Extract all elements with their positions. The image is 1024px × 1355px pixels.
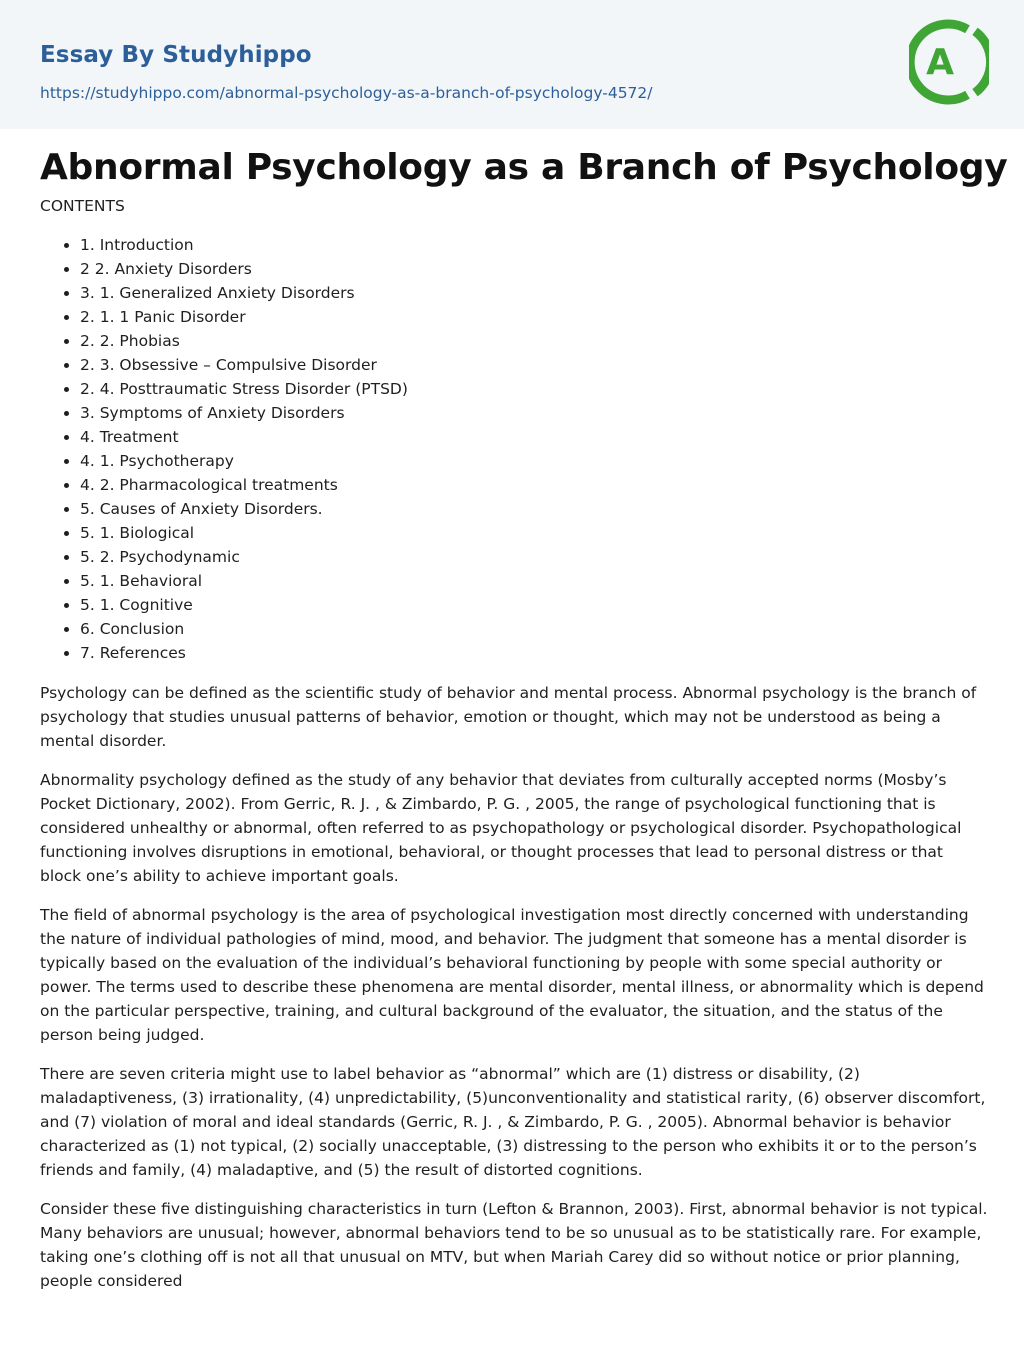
toc-item: • 4. Treatment bbox=[80, 425, 988, 449]
body-paragraph: There are seven criteria might use to label behavior as “abnormal” which are (1) distress or disability, (2) maladaptiveness, (3) irrationality, (4) unpredictability, (5)unconventionality and statistical rarity, (6) observer discomfort, and (7) violation of moral and ideal standards (Gerric, R. J. , & Zimbardo, P. G. , 2005). Abnormal behavior is behavior characterized as (1) not typical, (2) socially unacceptable, (3) distressing to the person who exhibits it or to the person’s friends and family, (4) maladaptive, and (5) the result of distorted cognitions. bbox=[40, 1065, 986, 1179]
logo-letter: A bbox=[926, 42, 954, 83]
table-of-contents bbox=[40, 233, 988, 665]
toc-item: • 2. 1. 1 Panic Disorder bbox=[80, 305, 988, 329]
toc-item: • 1. Introduction bbox=[80, 233, 988, 257]
site-header bbox=[0, 0, 1024, 129]
toc-item: • 5. Causes of Anxiety Disorders. bbox=[80, 497, 988, 521]
body-paragraph: The field of abnormal psychology is the area of psychological investigation most directly concerned with understanding the nature of individual pathologies of mind, mood, and behavior. The judgment that someone has a mental disorder is typically based on the evaluation of the individual’s behavioral functioning by people with some special authority or power. The terms used to describe these phenomena are mental disorder, mental illness, or abnormality which is depend on the particular perspective, training, and cultural background of the evaluator, the situation, and the status of the person being judged. bbox=[40, 906, 984, 1044]
toc-item: • 5. 1. Behavioral bbox=[80, 569, 988, 593]
brand-title: Essay By Studyhippo bbox=[40, 42, 312, 68]
toc-item: • 5. 2. Psychodynamic bbox=[80, 545, 988, 569]
toc-item: • 2. 4. Posttraumatic Stress Disorder (PTSD) bbox=[80, 377, 988, 401]
toc-item: • 4. 2. Pharmacological treatments bbox=[80, 473, 988, 497]
studyhippo-logo-icon bbox=[909, 17, 989, 107]
toc-item: • 7. References bbox=[80, 641, 988, 665]
toc-item: • 2 2. Anxiety Disorders bbox=[80, 257, 988, 281]
article bbox=[40, 145, 1008, 1293]
toc-item: • 5. 1. Cognitive bbox=[80, 593, 988, 617]
toc-item: • 3. Symptoms of Anxiety Disorders bbox=[80, 401, 988, 425]
toc-item: • 2. 2. Phobias bbox=[80, 329, 988, 353]
toc-item: • 2. 3. Obsessive – Compulsive Disorder bbox=[80, 353, 988, 377]
contents-label: CONTENTS bbox=[40, 197, 125, 215]
toc-item: • 4. 1. Psychotherapy bbox=[80, 449, 988, 473]
body-paragraph: Abnormality psychology defined as the study of any behavior that deviates from culturally accepted norms (Mosby’s Pocket Dictionary, 2002). From Gerric, R. J. , & Zimbardo, P. G. , 2005, the range of psychological functioning that is considered unhealthy or abnormal, often referred to as psychopathology or psychological disorder. Psychopathological functioning involves disruptions in emotional, behavioral, or thought processes that lead to personal distress or that block one’s ability to achieve important goals. bbox=[40, 771, 962, 885]
toc-item: • 5. 1. Biological bbox=[80, 521, 988, 545]
article-title: Abnormal Psychology as a Branch of Psychology bbox=[40, 147, 1008, 188]
source-url-link[interactable]: https://studyhippo.com/abnormal-psychology-as-a-branch-of-psychology-4572/ bbox=[40, 84, 653, 102]
toc-item: • 3. 1. Generalized Anxiety Disorders bbox=[80, 281, 988, 305]
body-paragraph: Consider these five distinguishing characteristics in turn (Lefton & Brannon, 2003). First, abnormal behavior is not typical. Many behaviors are unusual; however, abnormal behaviors tend to be so unusual as to be statistically rare. For example, taking one’s clothing off is not all that unusual on MTV, but when Mariah Carey did so without notice or prior planning, people considered bbox=[40, 1200, 988, 1290]
body-paragraph: Psychology can be defined as the scientific study of behavior and mental process. Abnormal psychology is the branch of psychology that studies unusual patterns of behavior, emotion or thought, which may not be understood as being a mental disorder. bbox=[40, 684, 977, 750]
toc-item: • 6. Conclusion bbox=[80, 617, 988, 641]
